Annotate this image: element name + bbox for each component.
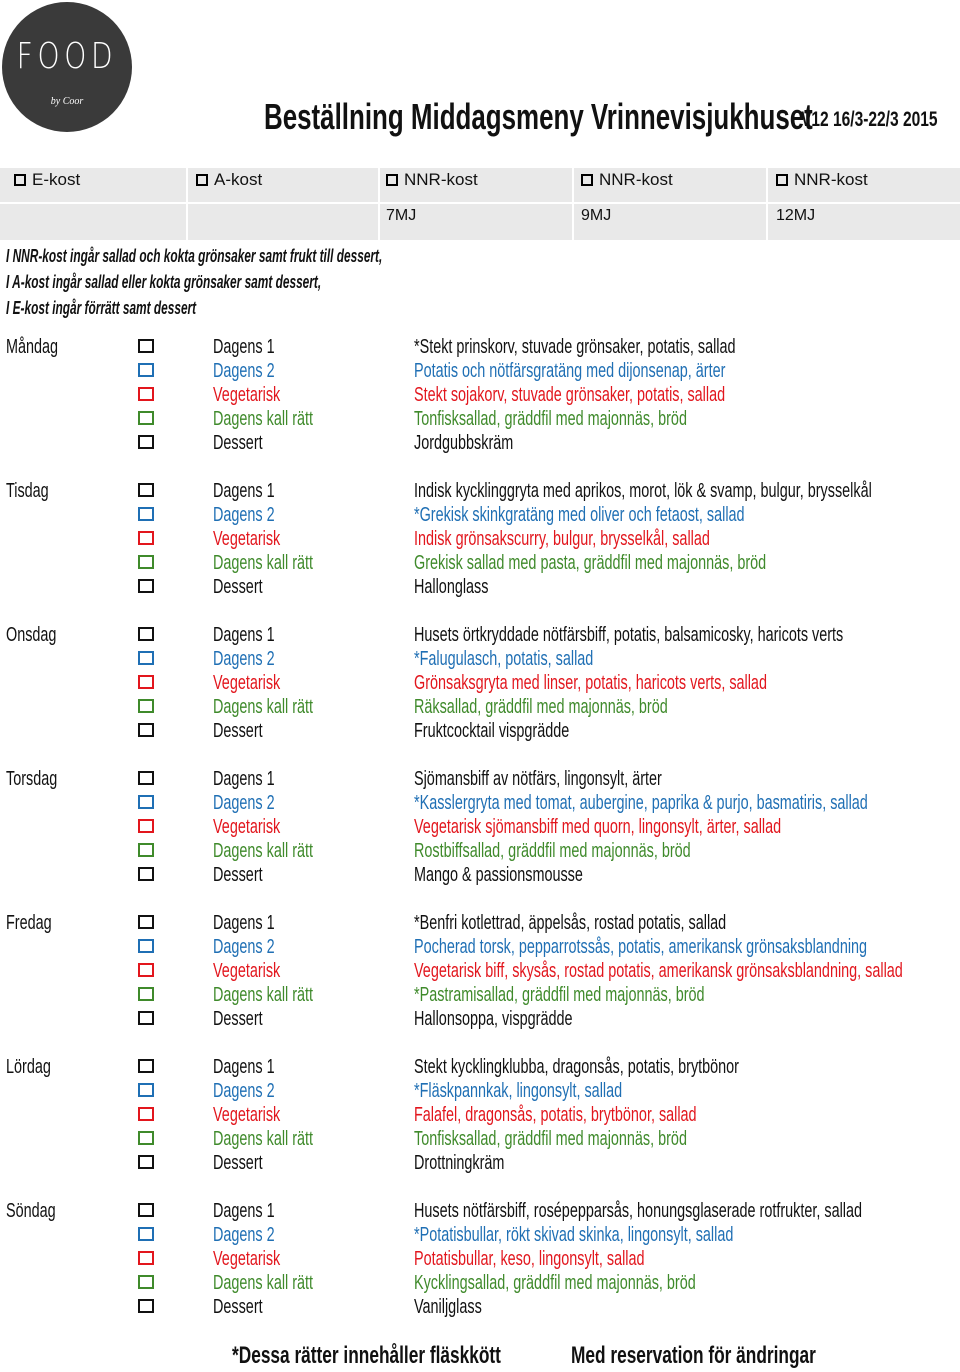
title-version: V12 16/3-22/3 2015 (801, 108, 938, 131)
checkbox-icon[interactable] (138, 1155, 154, 1169)
checkbox-icon[interactable] (138, 987, 154, 1001)
menu-row-dagens-1 (0, 480, 960, 504)
note-line: I A-kost ingår sallad eller kokta grönsaker samt dessert, (6, 272, 322, 292)
dish-category-text: Dessert (213, 1152, 263, 1174)
dish-description-text: *Stekt prinskorv, stuvade grönsaker, potatis, sallad (414, 336, 736, 358)
kost-option-nnr-9[interactable] (581, 170, 673, 190)
dish-category-text: Dagens kall rätt (213, 552, 314, 574)
kost-bar-separator (378, 168, 380, 240)
dish-description (414, 936, 960, 959)
checkbox-icon (776, 174, 788, 186)
dish-description (414, 984, 818, 1007)
dish-description (414, 528, 825, 551)
kost-label: NNR-kost (599, 170, 673, 189)
dish-description (414, 672, 904, 695)
menu-row-dagens-kall-ratt (0, 696, 960, 720)
checkbox-icon[interactable] (138, 795, 154, 809)
dish-description (414, 1248, 734, 1271)
dish-category-text: Vegetarisk (213, 960, 281, 982)
diet-notes (6, 243, 576, 321)
dish-description (414, 1224, 858, 1247)
checkbox-icon (386, 174, 398, 186)
dish-category-text: Vegetarisk (213, 672, 281, 694)
kost-label: A-kost (214, 170, 263, 189)
dish-category (213, 960, 306, 983)
dish-category-text: Dagens 2 (213, 936, 275, 958)
dish-description-text: *Fläskpannkak, lingonsylt, sallad (414, 1080, 623, 1102)
dish-description-text: Stekt sojakorv, stuvade grönsaker, potatis, sallad (414, 384, 726, 406)
dish-description (414, 696, 766, 719)
dish-description (414, 1008, 634, 1031)
day-name-text: Måndag (6, 336, 59, 358)
dish-category-text: Dagens 2 (213, 792, 275, 814)
menu-row-dessert (0, 432, 960, 456)
dish-description (414, 720, 630, 743)
dish-description (414, 552, 903, 575)
dish-category (213, 1296, 282, 1319)
menu-row-dagens-1 (0, 1200, 960, 1224)
menu-row-dagens-kall-ratt (0, 984, 960, 1008)
checkbox-icon[interactable] (138, 1107, 154, 1121)
dish-description (414, 648, 663, 671)
dish-description-text: Kycklingsallad, gräddfil med majonnäs, bröd (414, 1272, 696, 1294)
menu-row-dessert (0, 1008, 960, 1032)
dish-description-text: Räksallad, gräddfil med majonnäs, bröd (414, 696, 668, 718)
dish-category-text: Vegetarisk (213, 1248, 281, 1270)
dish-category (213, 720, 282, 743)
dish-category (213, 576, 282, 599)
dish-description (414, 840, 798, 863)
dish-category (213, 432, 282, 455)
dish-description (414, 336, 861, 359)
dish-description (414, 504, 873, 527)
dish-description-text: Hallonglass (414, 576, 489, 598)
checkbox-icon[interactable] (138, 819, 154, 833)
menu-row-dagens-2 (0, 360, 960, 384)
dish-category (213, 1272, 352, 1295)
dish-category-text: Vegetarisk (213, 1104, 281, 1126)
dish-category (213, 480, 299, 503)
dish-category (213, 1128, 352, 1151)
dish-description-text: Hallonsoppa, vispgrädde (414, 1008, 573, 1030)
dish-category-text: Dagens kall rätt (213, 840, 314, 862)
day-name-text: Torsdag (6, 768, 58, 790)
menu-row-vegetarisk (0, 960, 960, 984)
dish-description-text: Tonfisksallad, gräddfil med majonnäs, bröd (414, 408, 687, 430)
checkbox-icon[interactable] (138, 651, 154, 665)
menu-row-dagens-2 (0, 1080, 960, 1104)
footer-pork-note (232, 1342, 606, 1370)
kost-bar-divider (0, 202, 960, 204)
dish-description (414, 1296, 508, 1319)
dish-category (213, 792, 299, 815)
checkbox-icon[interactable] (138, 1251, 154, 1265)
menu-row-dagens-1 (0, 912, 960, 936)
checkbox-icon[interactable] (138, 627, 154, 641)
dish-description-text: *Kasslergryta med tomat, aubergine, paprika & purjo, basmatiris, sallad (414, 792, 868, 814)
menu-row-dagens-2 (0, 504, 960, 528)
menu-row-dagens-1 (0, 1056, 960, 1080)
logo-word: FOOD (16, 36, 118, 77)
dish-category (213, 1080, 299, 1103)
dish-description-text: Potatis och nötfärsgratäng med dijonsenap, ärter (414, 360, 726, 382)
dish-description (414, 912, 848, 935)
menu-row-dagens-2 (0, 936, 960, 960)
dish-category (213, 336, 299, 359)
menu-row-vegetarisk (0, 384, 960, 408)
dish-description (414, 384, 846, 407)
checkbox-icon[interactable] (138, 843, 154, 857)
dish-description-text: Falafel, dragonsås, potatis, brytbönor, sallad (414, 1104, 697, 1126)
dish-description-text: Potatisbullar, keso, lingonsylt, sallad (414, 1248, 645, 1270)
dish-category (213, 816, 306, 839)
dish-category (213, 528, 306, 551)
menu-row-dagens-kall-ratt (0, 1272, 960, 1296)
checkbox-icon[interactable] (138, 579, 154, 593)
page-title (264, 96, 960, 138)
checkbox-icon[interactable] (138, 963, 154, 977)
menu-row-dessert (0, 1296, 960, 1320)
dish-category (213, 984, 352, 1007)
kost-option-nnr-7[interactable] (386, 170, 478, 190)
dish-category-text: Dagens 2 (213, 504, 275, 526)
dish-category (213, 552, 352, 575)
kost-option-a[interactable] (196, 170, 262, 190)
dish-category-text: Dagens 1 (213, 624, 275, 646)
kost-bar-separator (572, 168, 574, 240)
dish-description (414, 408, 793, 431)
dish-description-text: Stekt kycklingklubba, dragonsås, potatis, brytbönor (414, 1056, 739, 1078)
dish-description (414, 576, 517, 599)
title-main: Beställning Middagsmeny Vrinnevisjukhuset (264, 96, 813, 137)
checkbox-icon (196, 174, 208, 186)
checkbox-icon[interactable] (138, 1227, 154, 1241)
menu-row-vegetarisk (0, 816, 960, 840)
dish-category (213, 936, 299, 959)
food-logo (2, 2, 132, 132)
dish-description-text: *Potatisbullar, rökt skivad skinka, lingonsylt, sallad (414, 1224, 734, 1246)
dish-category (213, 912, 299, 935)
dish-category (213, 840, 352, 863)
dish-category-text: Dagens kall rätt (213, 696, 314, 718)
menu-row-vegetarisk (0, 528, 960, 552)
checkbox-icon[interactable] (138, 1203, 154, 1217)
dish-category-text: Dagens 2 (213, 360, 275, 382)
checkbox-icon[interactable] (138, 555, 154, 569)
dish-category-text: Dagens kall rätt (213, 984, 314, 1006)
day-name-text: Söndag (6, 1200, 56, 1222)
dish-description-text: *Falugulasch, potatis, sallad (414, 648, 594, 670)
kost-bar-separator (186, 168, 188, 240)
menu-row-dagens-1 (0, 336, 960, 360)
dish-description-text: *Pastramisallad, gräddfil med majonnäs, bröd (414, 984, 705, 1006)
dish-category-text: Dagens 1 (213, 912, 275, 934)
dish-description-text: Pocherad torsk, pepparrotssås, potatis, amerikansk grönsaksblandning (414, 936, 868, 958)
day-name-text: Onsdag (6, 624, 57, 646)
day-name-text: Lördag (6, 1056, 51, 1078)
dish-category-text: Dagens 1 (213, 1056, 275, 1078)
checkbox-icon[interactable] (138, 675, 154, 689)
dish-description (414, 1152, 540, 1175)
dish-description (414, 360, 846, 383)
dish-category (213, 768, 299, 791)
dish-category-text: Dagens 2 (213, 1224, 275, 1246)
note-line: I NNR-kost ingår sallad och kokta grönsaker samt frukt till dessert, (6, 246, 383, 266)
energy-7mj: 7MJ (386, 207, 417, 224)
dish-category-text: Dessert (213, 1008, 263, 1030)
menu-row-dagens-1 (0, 768, 960, 792)
dish-description (414, 480, 960, 503)
menu-row-dessert (0, 864, 960, 888)
checkbox-icon[interactable] (138, 771, 154, 785)
dish-category-text: Vegetarisk (213, 528, 281, 550)
note-line: I E-kost ingår förrätt samt dessert (6, 298, 197, 318)
dish-description (414, 816, 924, 839)
menu-row-vegetarisk (0, 1104, 960, 1128)
dish-description-text: Vaniljglass (414, 1296, 482, 1318)
dish-category-text: Vegetarisk (213, 384, 281, 406)
logo-sub: by Coor (50, 96, 84, 107)
menu-row-vegetarisk (0, 1248, 960, 1272)
dish-category (213, 864, 282, 887)
energy-12mj: 12MJ (776, 207, 816, 224)
dish-description-text: Drottningkräm (414, 1152, 505, 1174)
checkbox-icon[interactable] (138, 867, 154, 881)
dish-description (414, 1200, 960, 1223)
dish-category (213, 648, 299, 671)
dish-description (414, 1272, 805, 1295)
dish-category-text: Dessert (213, 432, 263, 454)
menu-row-dagens-kall-ratt (0, 552, 960, 576)
dish-description (414, 432, 552, 455)
checkbox-icon[interactable] (138, 1059, 154, 1073)
dish-description (414, 624, 960, 647)
dish-category-text: Dagens 1 (213, 480, 275, 502)
checkbox-icon[interactable] (138, 483, 154, 497)
dish-category (213, 696, 352, 719)
dish-category-text: Dagens 1 (213, 1200, 275, 1222)
day-name-text: Tisdag (6, 480, 49, 502)
dish-category-text: Vegetarisk (213, 816, 281, 838)
checkbox-icon[interactable] (138, 939, 154, 953)
footer-text: *Dessa rätter innehåller fläskkött (232, 1342, 501, 1369)
dish-category (213, 1200, 299, 1223)
dish-category (213, 1056, 299, 1079)
kost-bar-separator (766, 168, 768, 240)
checkbox-icon[interactable] (138, 411, 154, 425)
menu-row-dagens-kall-ratt (0, 1128, 960, 1152)
menu-row-dessert (0, 720, 960, 744)
checkbox-icon[interactable] (138, 723, 154, 737)
dish-description (414, 1056, 865, 1079)
dish-category (213, 1224, 299, 1247)
menu-row-dessert (0, 1152, 960, 1176)
menu-row-dagens-kall-ratt (0, 408, 960, 432)
dish-description-text: Tonfisksallad, gräddfil med majonnäs, bröd (414, 1128, 687, 1150)
dish-description-text: Vegetarisk biff, skysås, rostad potatis, amerikansk grönsaksblandning, sallad (414, 960, 903, 982)
dish-description-text: Indisk grönsakscurry, bulgur, brysselkål, sallad (414, 528, 710, 550)
dish-category-text: Dessert (213, 576, 263, 598)
dish-description-text: Vegetarisk sjömansbiff med quorn, lingonsylt, ärter, sallad (414, 816, 782, 838)
dish-category-text: Dessert (213, 1296, 263, 1318)
menu-row-dessert (0, 576, 960, 600)
checkbox-icon (14, 174, 26, 186)
dish-category-text: Dagens kall rätt (213, 1272, 314, 1294)
dish-description-text: Indisk kycklinggryta med aprikos, morot, lök & svamp, bulgur, brysselkål (414, 480, 872, 502)
dish-description-text: Mango & passionsmousse (414, 864, 583, 886)
kost-option-nnr-12[interactable] (776, 170, 868, 190)
dish-description-text: Sjömansbiff av nötfärs, lingonsylt, ärter (414, 768, 662, 790)
dish-description (414, 1080, 703, 1103)
menu-row-dagens-1 (0, 624, 960, 648)
dish-category-text: Dagens kall rätt (213, 408, 314, 430)
dish-description-text: *Grekisk skinkgratäng med oliver och fetaost, sallad (414, 504, 745, 526)
dish-category-text: Dagens 2 (213, 1080, 275, 1102)
dish-category (213, 1248, 306, 1271)
checkbox-icon[interactable] (138, 1275, 154, 1289)
dish-description-text: Grönsaksgryta med linser, potatis, haricots verts, sallad (414, 672, 767, 694)
dish-description (414, 792, 960, 815)
checkbox-icon[interactable] (138, 339, 154, 353)
menu-row-dagens-kall-ratt (0, 840, 960, 864)
dish-category (213, 384, 306, 407)
dish-description (414, 864, 649, 887)
checkbox-icon[interactable] (138, 1131, 154, 1145)
dish-description (414, 768, 758, 791)
day-name-text: Fredag (6, 912, 52, 934)
dish-category (213, 1104, 306, 1127)
checkbox-icon[interactable] (138, 1011, 154, 1025)
dish-category (213, 624, 299, 647)
dish-description (414, 960, 960, 983)
checkbox-icon[interactable] (138, 507, 154, 521)
kost-label: NNR-kost (404, 170, 478, 189)
dish-category (213, 1152, 282, 1175)
menu-row-dagens-2 (0, 648, 960, 672)
dish-description-text: Rostbiffsallad, gräddfil med majonnäs, bröd (414, 840, 691, 862)
kost-label: NNR-kost (794, 170, 868, 189)
footer-reservation-note (571, 1342, 911, 1370)
menu-row-dagens-2 (0, 792, 960, 816)
dish-category (213, 672, 306, 695)
footer-text: Med reservation för ändringar (571, 1342, 816, 1369)
dish-description (414, 1128, 793, 1151)
checkbox-icon[interactable] (138, 915, 154, 929)
dish-description-text: Jordgubbskräm (414, 432, 514, 454)
checkbox-icon[interactable] (138, 363, 154, 377)
menu-row-vegetarisk (0, 672, 960, 696)
checkbox-icon[interactable] (138, 531, 154, 545)
menu-row-dagens-2 (0, 1224, 960, 1248)
checkbox-icon[interactable] (138, 435, 154, 449)
energy-9mj: 9MJ (581, 207, 612, 224)
dish-category-text: Dagens 1 (213, 336, 275, 358)
dish-category-text: Dessert (213, 864, 263, 886)
checkbox-icon[interactable] (138, 699, 154, 713)
dish-category (213, 504, 299, 527)
kost-option-e[interactable] (14, 170, 80, 190)
dish-description-text: Husets nötfärsbiff, rosépepparsås, honungsglaserade rotfrukter, sallad (414, 1200, 862, 1222)
kost-label: E-kost (32, 170, 81, 189)
dish-description-text: *Benfri kotlettrad, äppelsås, rostad potatis, sallad (414, 912, 727, 934)
dish-category (213, 1008, 282, 1031)
dish-description (414, 1104, 806, 1127)
dish-description-text: Fruktcocktail vispgrädde (414, 720, 570, 742)
dish-category-text: Dessert (213, 720, 263, 742)
dish-category-text: Dagens 2 (213, 648, 275, 670)
dish-category-text: Dagens kall rätt (213, 1128, 314, 1150)
dish-description-text: Husets örtkryddade nötfärsbiff, potatis, balsamicosky, haricots verts (414, 624, 844, 646)
checkbox-icon (581, 174, 593, 186)
checkbox-icon[interactable] (138, 1299, 154, 1313)
dish-category-text: Dagens 1 (213, 768, 275, 790)
checkbox-icon[interactable] (138, 387, 154, 401)
dish-category (213, 408, 352, 431)
dish-category (213, 360, 299, 383)
dish-description-text: Grekisk sallad med pasta, gräddfil med majonnäs, bröd (414, 552, 767, 574)
checkbox-icon[interactable] (138, 1083, 154, 1097)
